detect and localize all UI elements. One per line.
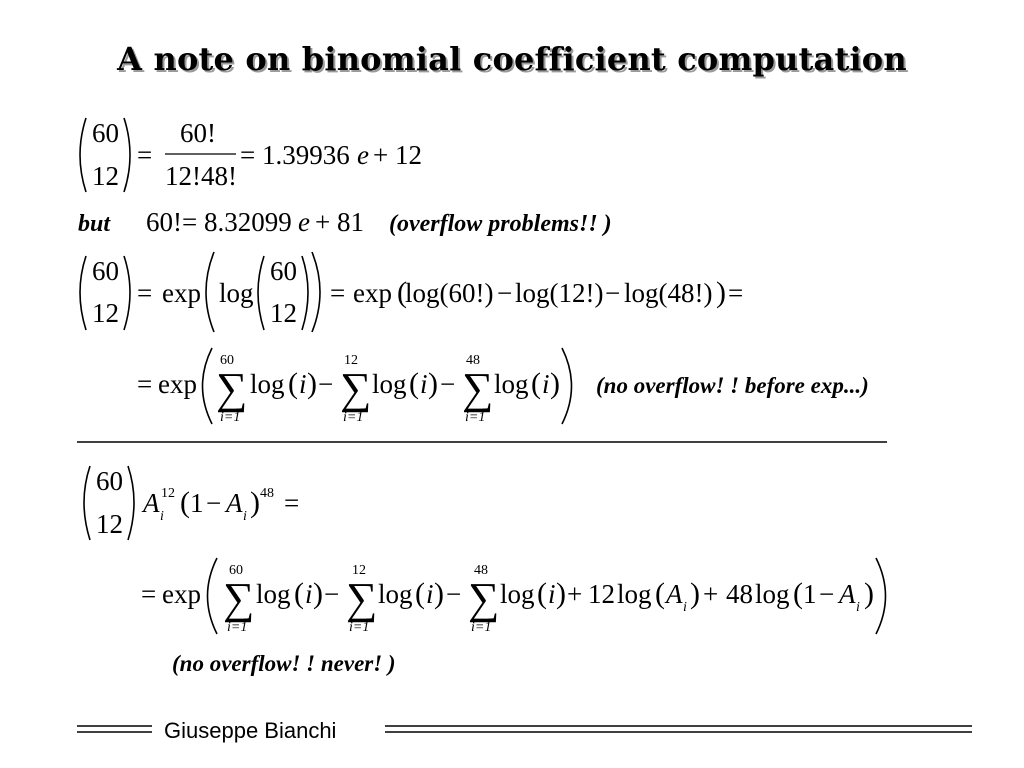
log-60-factorial: log(60!) (405, 278, 494, 308)
binom-top: 60 (92, 118, 119, 148)
sum-upper-limit: 12 (344, 353, 358, 368)
paren-open: ( (531, 367, 541, 400)
minus-sign: − (206, 488, 222, 518)
power-12: 12 (161, 486, 175, 501)
sum-sign: ∑ (346, 574, 378, 623)
log-function: log (617, 579, 652, 609)
paren-close: ) (307, 367, 317, 400)
binom-top: 60 (96, 466, 123, 496)
binom-bottom: 12 (270, 298, 297, 328)
sum-upper-limit: 12 (352, 563, 366, 578)
overflow-note: (overflow problems!! ) (389, 211, 612, 237)
coefficient-12: 12 (588, 579, 615, 609)
subscript-i: i (856, 600, 860, 615)
binom-bottom: 12 (96, 509, 123, 539)
variable-A: A (226, 488, 243, 518)
equals-sign: = (141, 579, 157, 609)
binom-bottom: 12 (92, 298, 119, 328)
exponent-e: e (357, 140, 369, 170)
right-paren (128, 466, 134, 540)
paren-close: ) (428, 367, 438, 400)
log-function: log (219, 278, 254, 308)
index-i: i (305, 579, 313, 609)
factorial-value: 60!= 8.32099 (146, 207, 292, 237)
paren-close: ) (434, 577, 444, 610)
index-i: i (548, 579, 556, 609)
right-paren (124, 256, 130, 330)
sum-upper-limit: 60 (229, 563, 243, 578)
paren-open: ( (397, 276, 407, 309)
power-48: 48 (260, 486, 274, 501)
log-function: log (250, 369, 285, 399)
minus-sign: − (497, 278, 513, 308)
log-function: log (755, 579, 790, 609)
sum-sign: ∑ (462, 364, 494, 413)
paren-open: ( (655, 577, 665, 610)
result-exponent: + 12 (373, 140, 422, 170)
subscript-i: i (243, 509, 247, 524)
sum-upper-limit: 60 (220, 353, 234, 368)
left-paren (80, 256, 86, 330)
right-paren (312, 252, 320, 332)
sum-lower-limit: i=1 (349, 620, 370, 635)
sum-expression (137, 348, 869, 425)
one: 1 (803, 579, 817, 609)
equals-sign: = (330, 278, 346, 308)
sum-lower-limit: i=1 (220, 410, 241, 425)
equals-sign: = (137, 278, 153, 308)
log-12-factorial: log(12!) (515, 278, 604, 308)
sum-lower-limit: i=1 (227, 620, 248, 635)
minus-sign: − (605, 278, 621, 308)
right-paren (302, 256, 308, 330)
no-overflow-note: (no overflow! ! before exp...) (596, 373, 869, 398)
paren-open: ( (415, 577, 425, 610)
sum-lower-limit: i=1 (471, 620, 492, 635)
minus-sign: − (446, 579, 462, 609)
variable-A: A (839, 579, 856, 609)
minus-sign: − (318, 369, 334, 399)
but-label: but (78, 211, 111, 237)
result-mantissa: 1.39936 (262, 140, 350, 170)
equals-sign: = (728, 278, 744, 308)
numerator: 60! (180, 118, 216, 148)
right-paren (562, 348, 572, 424)
binomial-definition (80, 118, 422, 192)
paren-close: ) (864, 577, 874, 610)
log-48-factorial: log(48!) (624, 278, 713, 308)
index-i: i (299, 369, 307, 399)
sum-lower-limit: i=1 (465, 410, 486, 425)
paren-close: ) (690, 577, 700, 610)
coefficient-48: 48 (726, 579, 753, 609)
minus-sign: − (440, 369, 456, 399)
binom-bottom: 12 (92, 161, 119, 191)
sum-upper-limit: 48 (466, 353, 480, 368)
index-i: i (542, 369, 550, 399)
overflow-line (78, 207, 612, 237)
sum-upper-limit: 48 (474, 563, 488, 578)
full-sum-expression (141, 558, 886, 635)
plus-sign: + (567, 579, 583, 609)
footer-author: Giuseppe Bianchi (164, 718, 337, 743)
log-function: log (372, 369, 407, 399)
log-function: log (500, 579, 535, 609)
paren-close: ) (716, 276, 726, 309)
sum-sign: ∑ (216, 364, 248, 413)
paren-open: ( (409, 367, 419, 400)
exp-function: exp (162, 278, 201, 308)
log-function: log (378, 579, 413, 609)
variable-A: A (143, 488, 160, 518)
left-paren (206, 252, 214, 332)
plus-sign: + (703, 579, 719, 609)
paren-close: ) (313, 577, 323, 610)
equals-sign: = (284, 488, 300, 518)
factorial-exponent: + 81 (315, 207, 364, 237)
subscript-i: i (160, 509, 164, 524)
equals-sign: = (240, 140, 256, 170)
slide-title: A note on binomial coefficient computation (117, 40, 907, 78)
equals-sign: = (137, 140, 153, 170)
left-paren (203, 348, 213, 424)
probability-term (84, 466, 299, 540)
right-paren (124, 118, 130, 192)
log-identity (80, 252, 743, 332)
left-paren (84, 466, 90, 540)
log-function: log (494, 369, 529, 399)
minus-sign: − (324, 579, 340, 609)
sum-sign: ∑ (223, 574, 255, 623)
binom-top: 60 (270, 256, 297, 286)
subscript-i: i (683, 600, 687, 615)
paren-open: ( (537, 577, 547, 610)
left-paren (208, 558, 218, 634)
left-paren (258, 256, 264, 330)
sum-lower-limit: i=1 (343, 410, 364, 425)
exp-function: exp (158, 369, 197, 399)
exponent-e: e (298, 207, 310, 237)
sum-sign: ∑ (340, 364, 372, 413)
paren-open: ( (180, 486, 190, 519)
index-i: i (426, 579, 434, 609)
sum-sign: ∑ (468, 574, 500, 623)
paren-close: ) (556, 577, 566, 610)
one: 1 (190, 488, 204, 518)
binom-top: 60 (92, 256, 119, 286)
left-paren (80, 118, 86, 192)
log-function: log (256, 579, 291, 609)
paren-open: ( (288, 367, 298, 400)
denominator: 12!48! (165, 161, 237, 191)
minus-sign: − (819, 579, 835, 609)
right-paren (876, 558, 886, 634)
never-overflow-note: (no overflow! ! never! ) (172, 651, 396, 676)
equals-sign: = (137, 369, 153, 399)
variable-A: A (666, 579, 683, 609)
paren-open: ( (294, 577, 304, 610)
paren-open: ( (793, 577, 803, 610)
index-i: i (420, 369, 428, 399)
paren-close: ) (250, 486, 260, 519)
paren-close: ) (550, 367, 560, 400)
exp-function: exp (353, 278, 392, 308)
exp-function: exp (162, 579, 201, 609)
